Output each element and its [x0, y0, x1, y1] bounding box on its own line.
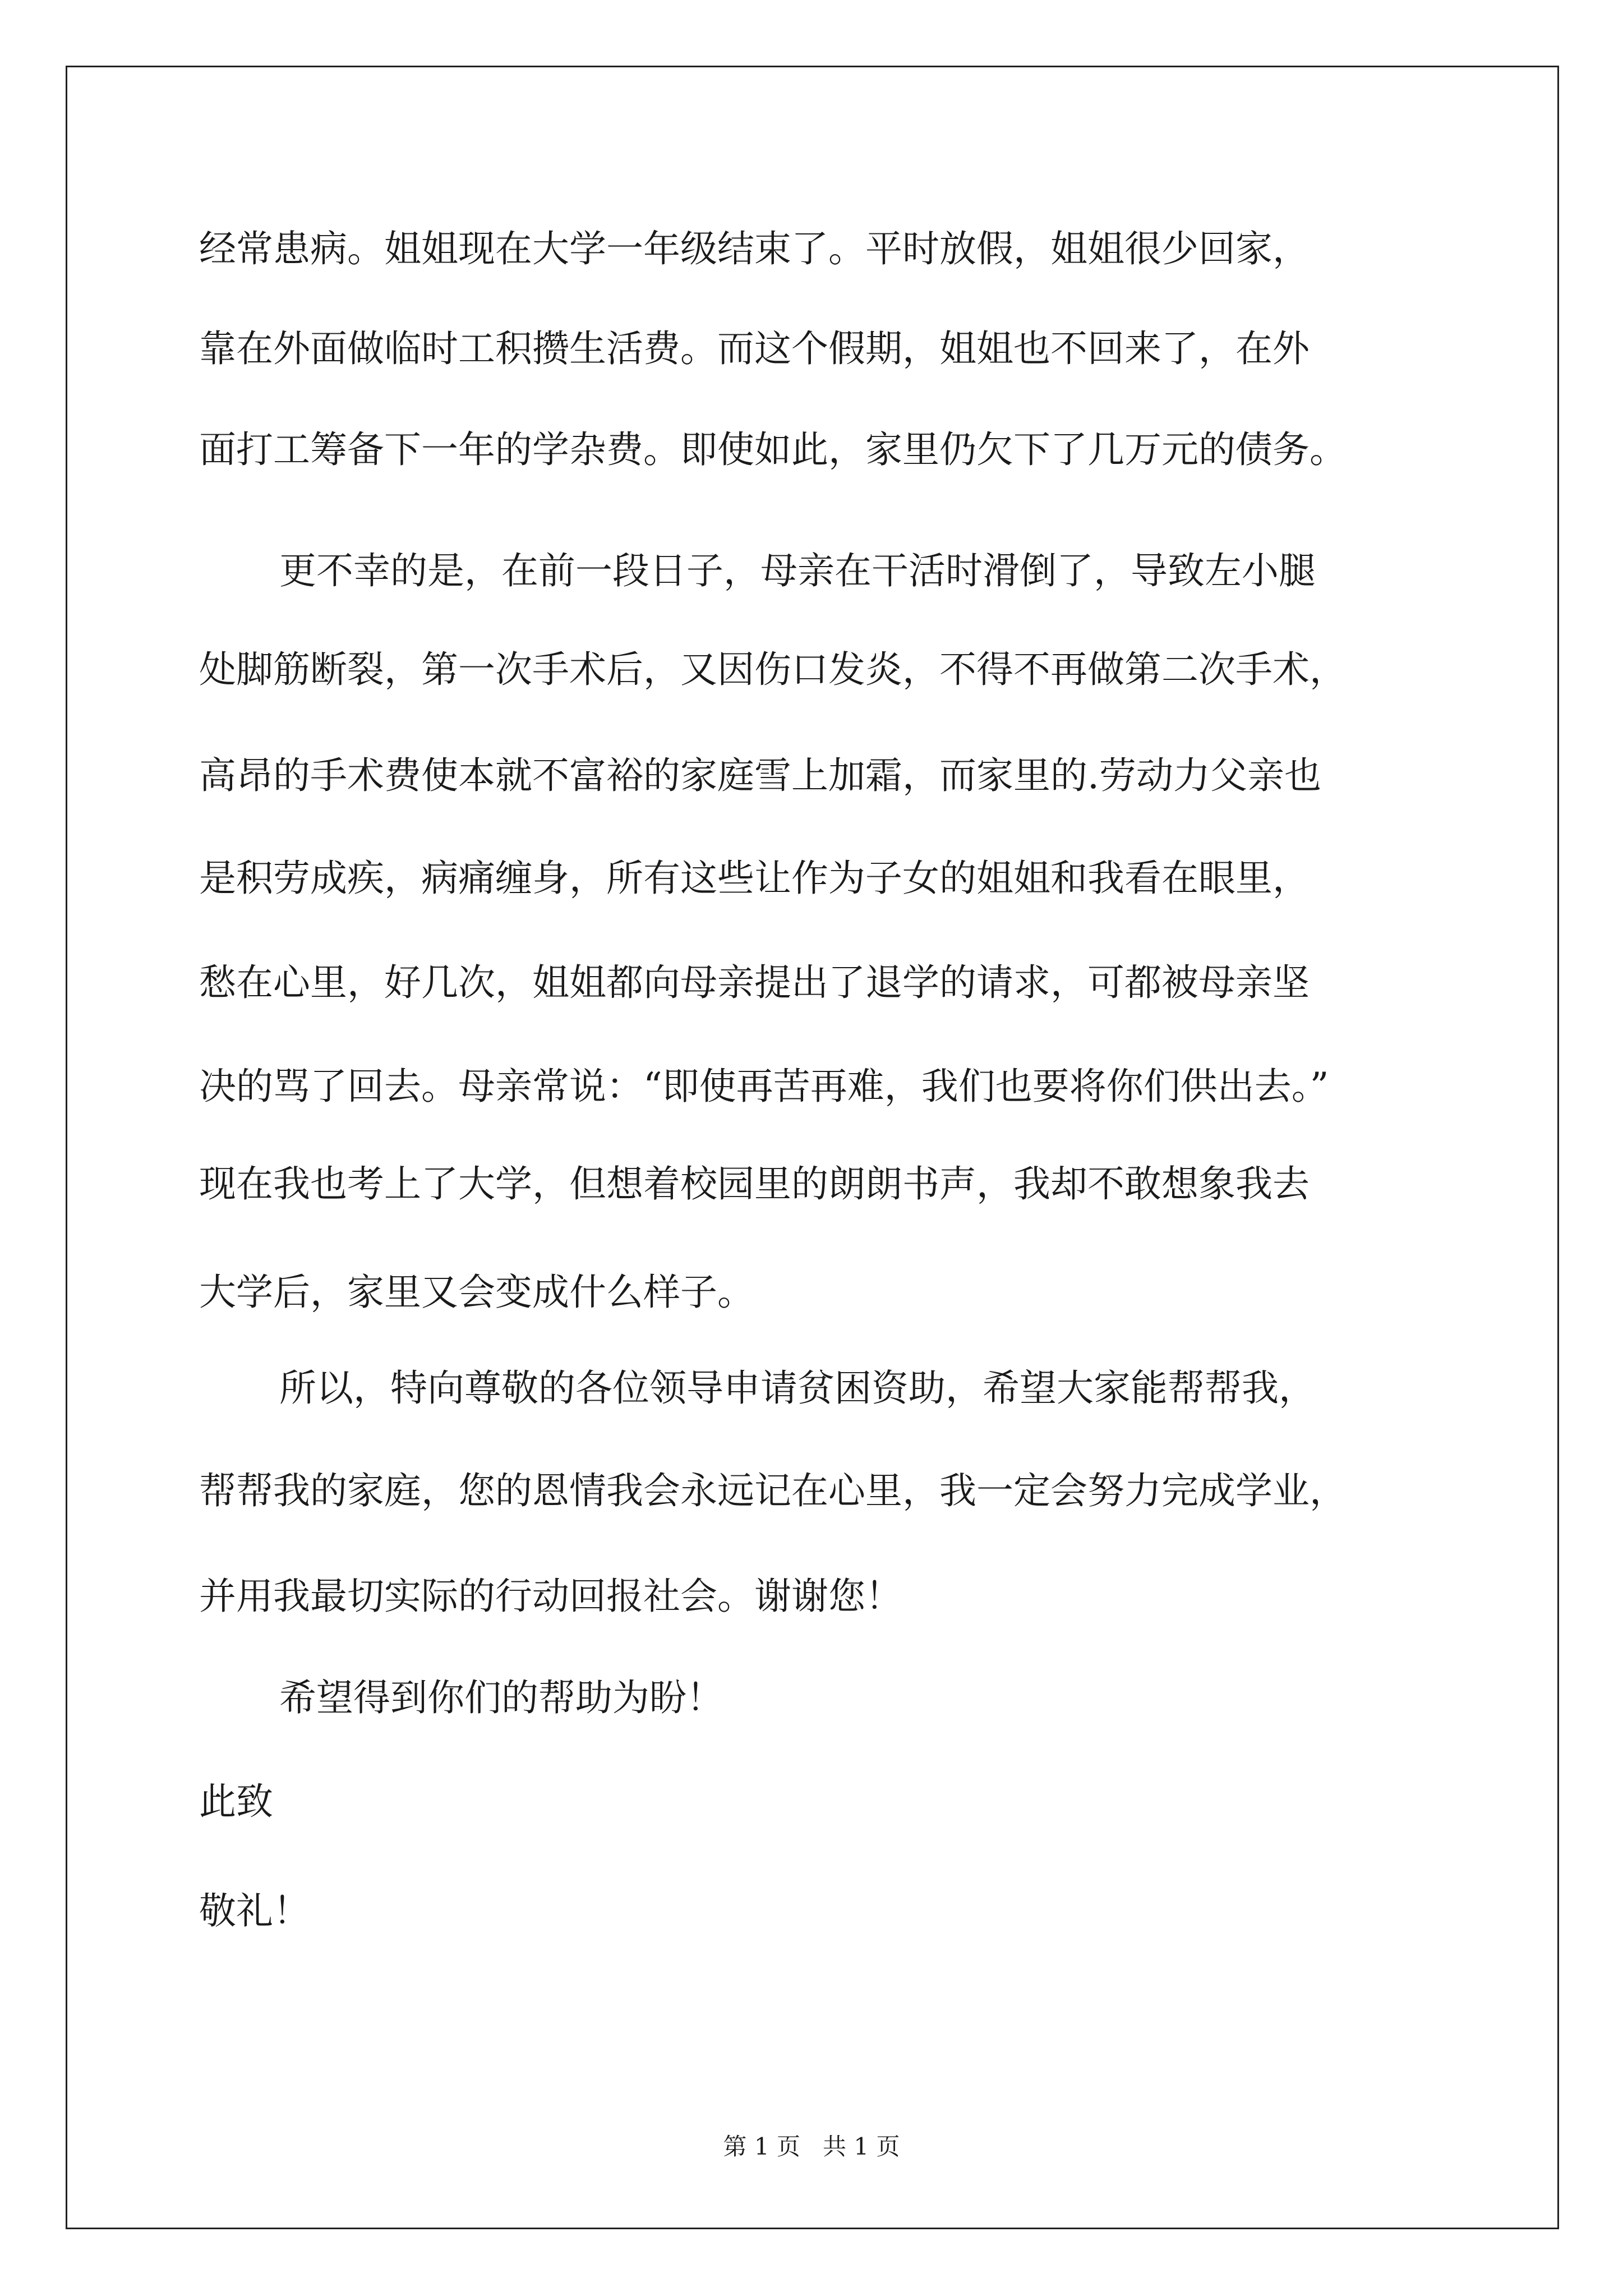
text-line-7: 是积劳成疾，病痛缠身，所有这些让作为子女的姐姐和我看在眼里， [199, 857, 1310, 900]
page-footer: 第 1 页 共 1 页 [723, 2133, 900, 2160]
text-line-4: 更不幸的是，在前一段日子，母亲在干活时滑倒了，导致左小腿 [279, 549, 1316, 592]
text-line-10: 现在我也考上了大学，但想着校园里的朗朗书声，我却不敢想象我去 [199, 1162, 1310, 1205]
text-line-5: 处脚筋断裂，第一次手术后，又因伤口发炎，不得不再做第二次手术， [199, 648, 1347, 691]
salutation-line-2: 敬礼！ [199, 1889, 310, 1932]
text-line-14: 并用我最切实际的行动回报社会。谢谢您！ [199, 1575, 902, 1618]
text-line-13: 帮帮我的家庭，您的恩情我会永远记在心里，我一定会努力完成学业， [199, 1469, 1347, 1512]
text-line-15: 希望得到你们的帮助为盼！ [279, 1676, 723, 1719]
text-line-9: 决的骂了回去。母亲常说：“即使再苦再难，我们也要将你们供出去。” [199, 1065, 1329, 1108]
text-line-2: 靠在外面做临时工积攒生活费。而这个假期，姐姐也不回来了，在外 [199, 327, 1310, 370]
text-line-6: 高昂的手术费使本就不富裕的家庭雪上加霜，而家里的.劳动力父亲也 [199, 754, 1321, 797]
text-line-11: 大学后，家里又会变成什么样子。 [199, 1271, 754, 1314]
text-line-1: 经常患病。姐姐现在大学一年级结束了。平时放假，姐姐很少回家， [199, 227, 1310, 270]
salutation-line-1: 此致 [199, 1780, 273, 1823]
text-line-8: 愁在心里，好几次，姐姐都向母亲提出了退学的请求，可都被母亲坚 [199, 961, 1310, 1004]
text-line-3: 面打工筹备下一年的学杂费。即使如此，家里仍欠下了几万元的债务。 [199, 428, 1347, 471]
text-line-12: 所以，特向尊敬的各位领导申请贫困资助，希望大家能帮帮我， [279, 1366, 1316, 1410]
